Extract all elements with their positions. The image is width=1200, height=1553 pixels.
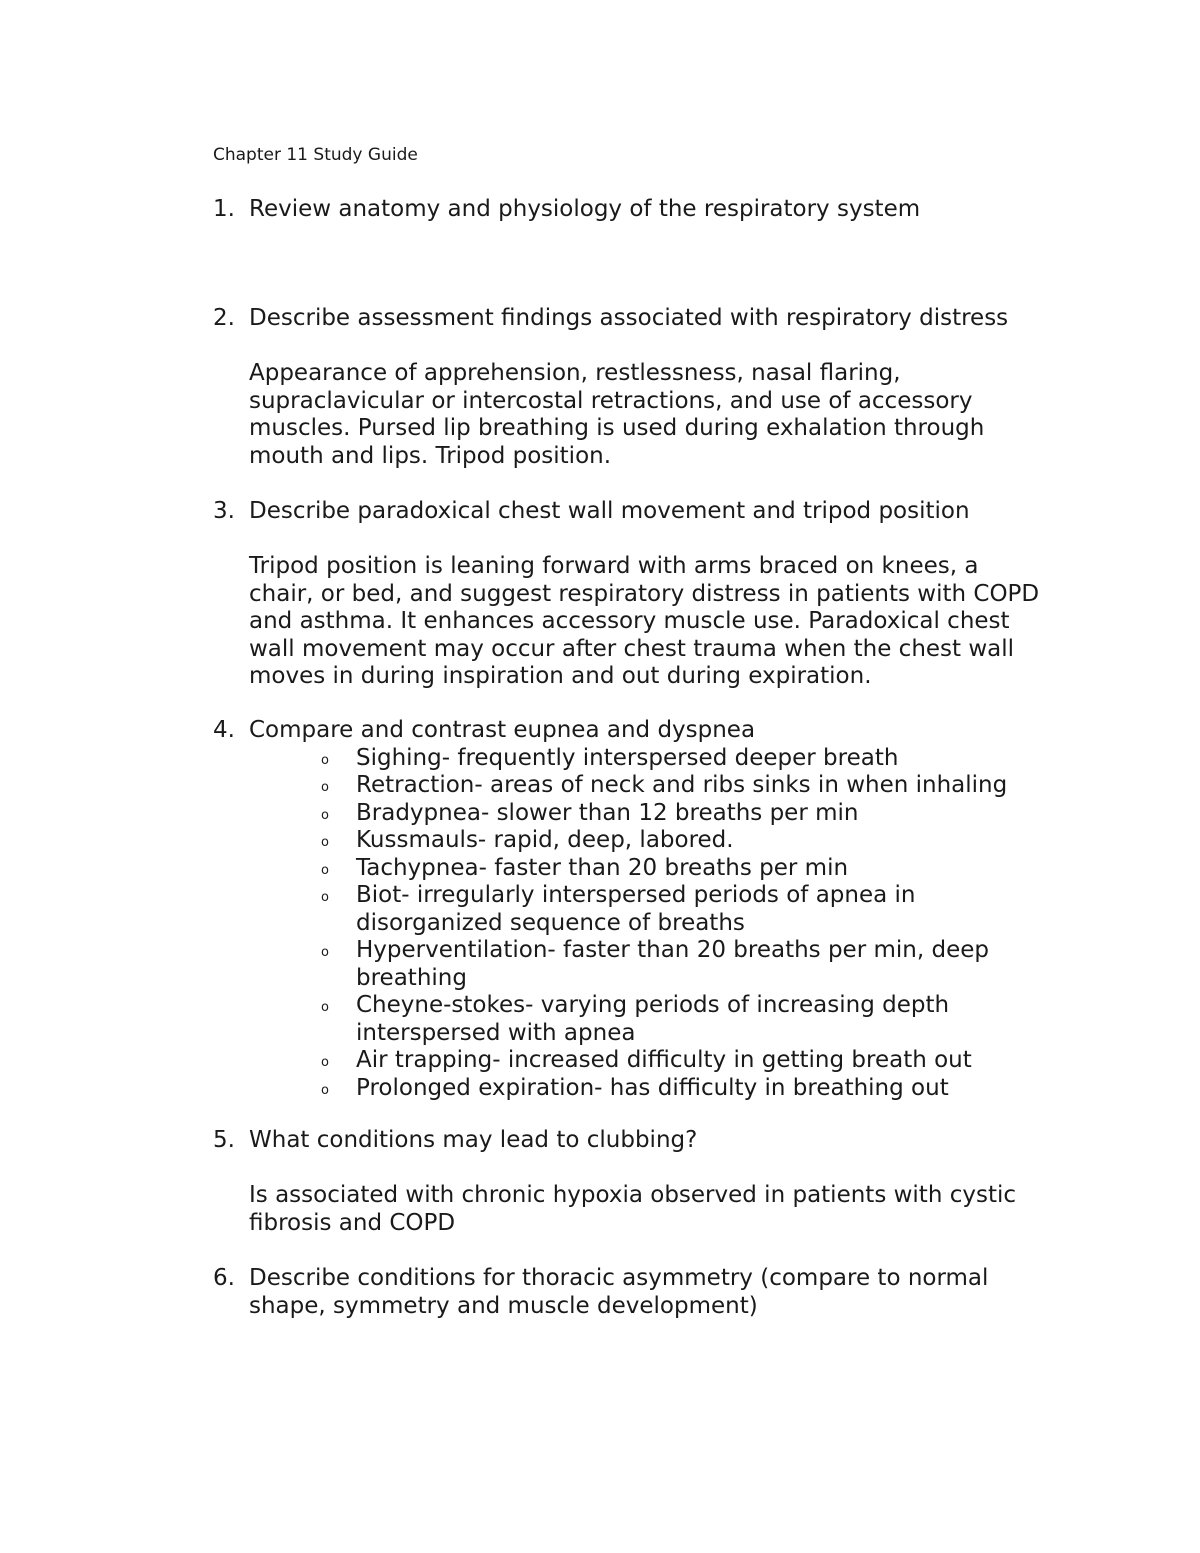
bullet-icon: o (321, 862, 329, 878)
answer-line: chair, or bed, and suggest respiratory distress in patients with COPD (249, 580, 1040, 607)
breathing-pattern-list (321, 745, 1093, 1103)
list-item (321, 882, 1093, 937)
question-text: Describe assessment findings associated with respiratory distress (249, 305, 1009, 331)
list-item (321, 745, 1093, 773)
question-text: Describe paradoxical chest wall movement and tripod position (249, 498, 970, 524)
answer-line: moves in during inspiration and out during expiration. (249, 663, 872, 689)
list-item-text: Bradypnea- slower than 12 breaths per min (356, 799, 859, 826)
bullet-icon: o (321, 835, 329, 850)
answer-line: Appearance of apprehension, restlessness, nasal flaring, (249, 360, 901, 386)
bullet-icon: o (321, 1055, 329, 1070)
question-number: 6. (213, 1265, 235, 1291)
list-item-text: disorganized sequence of breaths (356, 909, 745, 936)
answer-line: wall movement may occur after chest trauma when the chest wall (249, 635, 1015, 662)
question-text: Review anatomy and physiology of the respiratory system (249, 196, 921, 222)
question-text: Compare and contrast eupnea and dyspnea (249, 717, 756, 743)
question-text-line: shape, symmetry and muscle development) (249, 1292, 758, 1319)
question-number: 1. (213, 196, 235, 222)
list-item-text: Air trapping- increased difficulty in getting breath out (356, 1047, 972, 1073)
bullet-icon: o (321, 807, 329, 823)
question-6 (213, 1265, 1093, 1320)
list-item (321, 1047, 1093, 1075)
bullet-icon: o (321, 1082, 329, 1098)
bullet-icon: o (321, 1000, 329, 1015)
answer-paragraph (249, 553, 1093, 691)
question-text-line: Describe conditions for thoracic asymmetry (compare to normal (249, 1265, 989, 1291)
question-number: 2. (213, 305, 235, 331)
answer-line: fibrosis and COPD (249, 1209, 456, 1236)
list-item (321, 800, 1093, 828)
question-3 (213, 498, 1093, 691)
list-item-text: Cheyne-stokes- varying periods of increasing depth (356, 992, 950, 1018)
list-item (321, 855, 1093, 883)
question-text: What conditions may lead to clubbing? (249, 1127, 698, 1153)
list-item-text: Retraction- areas of neck and ribs sinks in when inhaling (356, 772, 1008, 798)
list-item-text: interspersed with apnea (356, 1019, 636, 1046)
answer-paragraph (249, 360, 1093, 470)
answer-line: and asthma. It enhances accessory muscle use. Paradoxical chest (249, 608, 1010, 634)
bullet-icon: o (321, 890, 329, 905)
document-title: Chapter 11 Study Guide (213, 145, 418, 165)
answer-line: muscles. Pursed lip breathing is used during exhalation through (249, 415, 985, 441)
list-item (321, 992, 1093, 1047)
list-item (321, 1075, 1093, 1103)
bullet-icon: o (321, 752, 329, 768)
question-number: 4. (213, 717, 235, 743)
question-5 (213, 1127, 1093, 1237)
question-4 (213, 717, 1093, 1102)
answer-line: Tripod position is leaning forward with arms braced on knees, a (249, 553, 979, 579)
bullet-icon: o (321, 945, 329, 960)
list-item-text: Sighing- frequently interspersed deeper breath (356, 744, 899, 771)
answer-line: mouth and lips. Tripod position. (249, 442, 612, 469)
list-item-text: Hyperventilation- faster than 20 breaths per min, deep (356, 937, 989, 963)
list-item-text: Tachypnea- faster than 20 breaths per min (356, 854, 849, 881)
list-item (321, 937, 1093, 992)
bullet-icon: o (321, 780, 329, 795)
question-number: 3. (213, 498, 235, 524)
list-item-text: breathing (356, 964, 467, 991)
question-1 (213, 196, 1093, 224)
list-item-text: Kussmauls- rapid, deep, labored. (356, 827, 734, 853)
answer-line: supraclavicular or intercostal retractions, and use of accessory (249, 387, 973, 414)
answer-paragraph (249, 1182, 1093, 1237)
answer-line: Is associated with chronic hypoxia observed in patients with cystic (249, 1182, 1017, 1208)
question-text (249, 1265, 1093, 1320)
list-item-text: Prolonged expiration- has difficulty in breathing out (356, 1074, 949, 1101)
question-2 (213, 305, 1093, 470)
list-item (321, 827, 1093, 855)
question-number: 5. (213, 1127, 235, 1153)
list-item-text: Biot- irregularly interspersed periods of apnea in (356, 882, 916, 908)
list-item (321, 772, 1093, 800)
